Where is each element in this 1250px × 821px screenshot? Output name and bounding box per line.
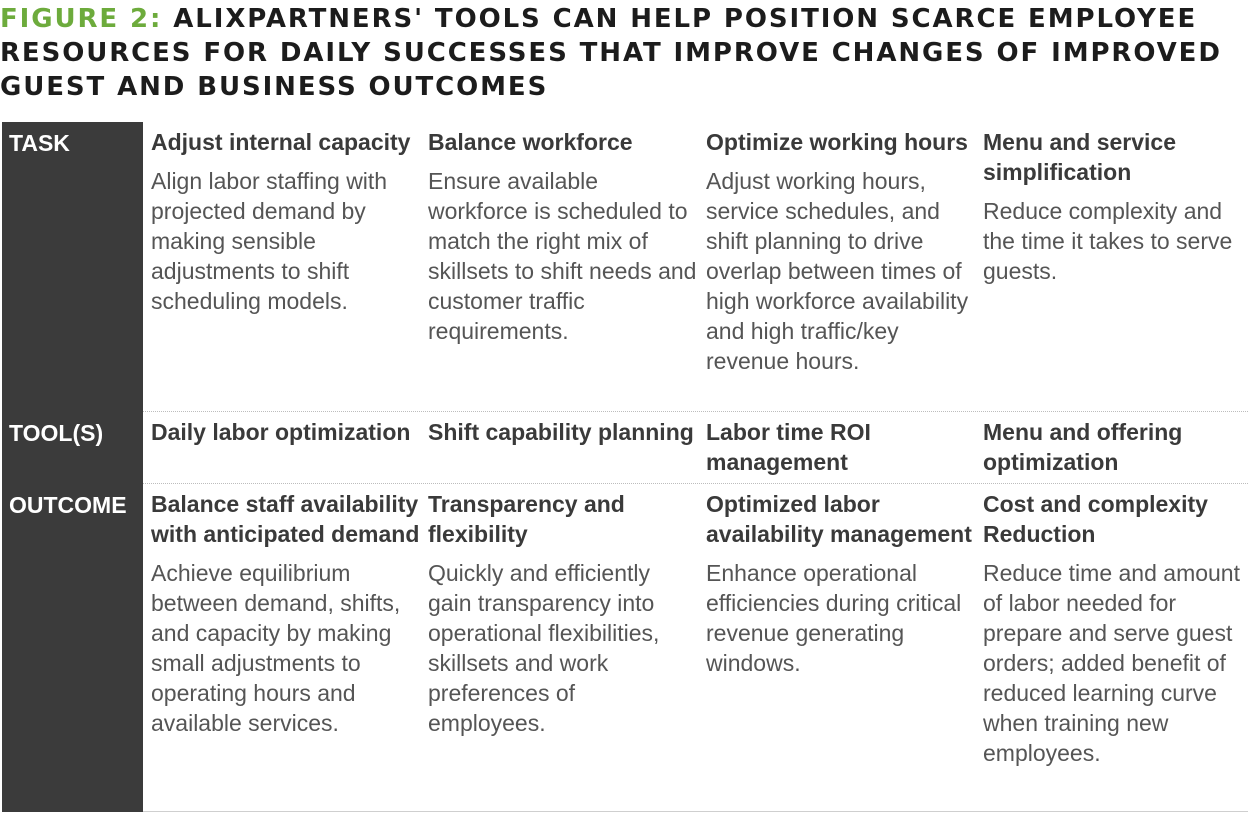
row-label-tools: TOOL(S) [9,420,104,446]
outcome-description: Reduce time and amount of labor needed for prepare and serve guest orders; added benefit of reduced learning curve when training new employees. [983,560,1240,766]
outcome-cell [706,489,976,678]
tool-heading: Labor time ROI management [706,419,871,475]
tool-cell [151,417,421,447]
task-cell [428,127,698,346]
task-heading: Adjust internal capacity [151,129,411,155]
task-heading: Balance workforce [428,129,633,155]
outcome-cell [151,489,421,738]
figure-title-text: ALIXPARTNERS' TOOLS CAN HELP POSITION SCARCE EMPLOYEE RESOURCES FOR DAILY SUCCESSES THAT IMPROVE CHANGES OF IMPROVED GUEST AND BUSINESS OUTCOMES [0,4,1222,102]
task-description: Ensure available workforce is scheduled to match the right mix of skillsets to shift needs and customer traffic requirements. [428,168,697,344]
outcome-heading: Cost and complexity Reduction [983,491,1208,547]
tool-heading: Shift capability planning [428,419,694,445]
task-heading: Menu and service simplification [983,129,1177,185]
outcome-cell [428,489,698,738]
task-cell [983,127,1250,286]
tool-cell [706,417,976,477]
task-description: Reduce complexity and the time it takes to serve guests. [983,198,1233,284]
tool-cell [983,417,1250,477]
table-row-tools [2,412,1248,484]
row-label-task: TASK [9,130,70,156]
outcome-heading: Optimized labor availability management [706,491,972,547]
outcome-heading: Balance staff availability with anticipated demand [151,491,420,547]
tool-heading: Menu and offering optimization [983,419,1183,475]
row-label-outcome: OUTCOME [9,492,127,518]
tool-heading: Daily labor optimization [151,419,411,445]
tool-cell [428,417,698,447]
outcome-description: Quickly and efficiently gain transparency into operational flexibilities, skillsets and work preferences of employees. [428,560,660,736]
task-description: Adjust working hours, service schedules, and shift planning to drive overlap between times of high workforce availability and high traffic/key revenue hours. [706,168,969,374]
task-cell [706,127,976,376]
table-row-outcome [2,484,1248,812]
tasks-tools-outcomes-table [2,122,1248,812]
figure-label: FIGURE 2: [0,4,163,34]
outcome-cell [983,489,1250,768]
task-description: Align labor staffing with projected demand by making sensible adjustments to shift scheduling models. [151,168,388,314]
outcome-description: Enhance operational efficiencies during critical revenue generating windows. [706,560,962,676]
figure-title [0,2,1250,104]
task-heading: Optimize working hours [706,129,968,155]
table-bottom-border [143,811,1248,812]
outcome-heading: Transparency and flexibility [428,491,625,547]
outcome-description: Achieve equilibrium between demand, shifts, and capacity by making small adjustments to operating hours and available services. [151,560,401,736]
table-row-task [2,122,1248,412]
task-cell [151,127,421,316]
